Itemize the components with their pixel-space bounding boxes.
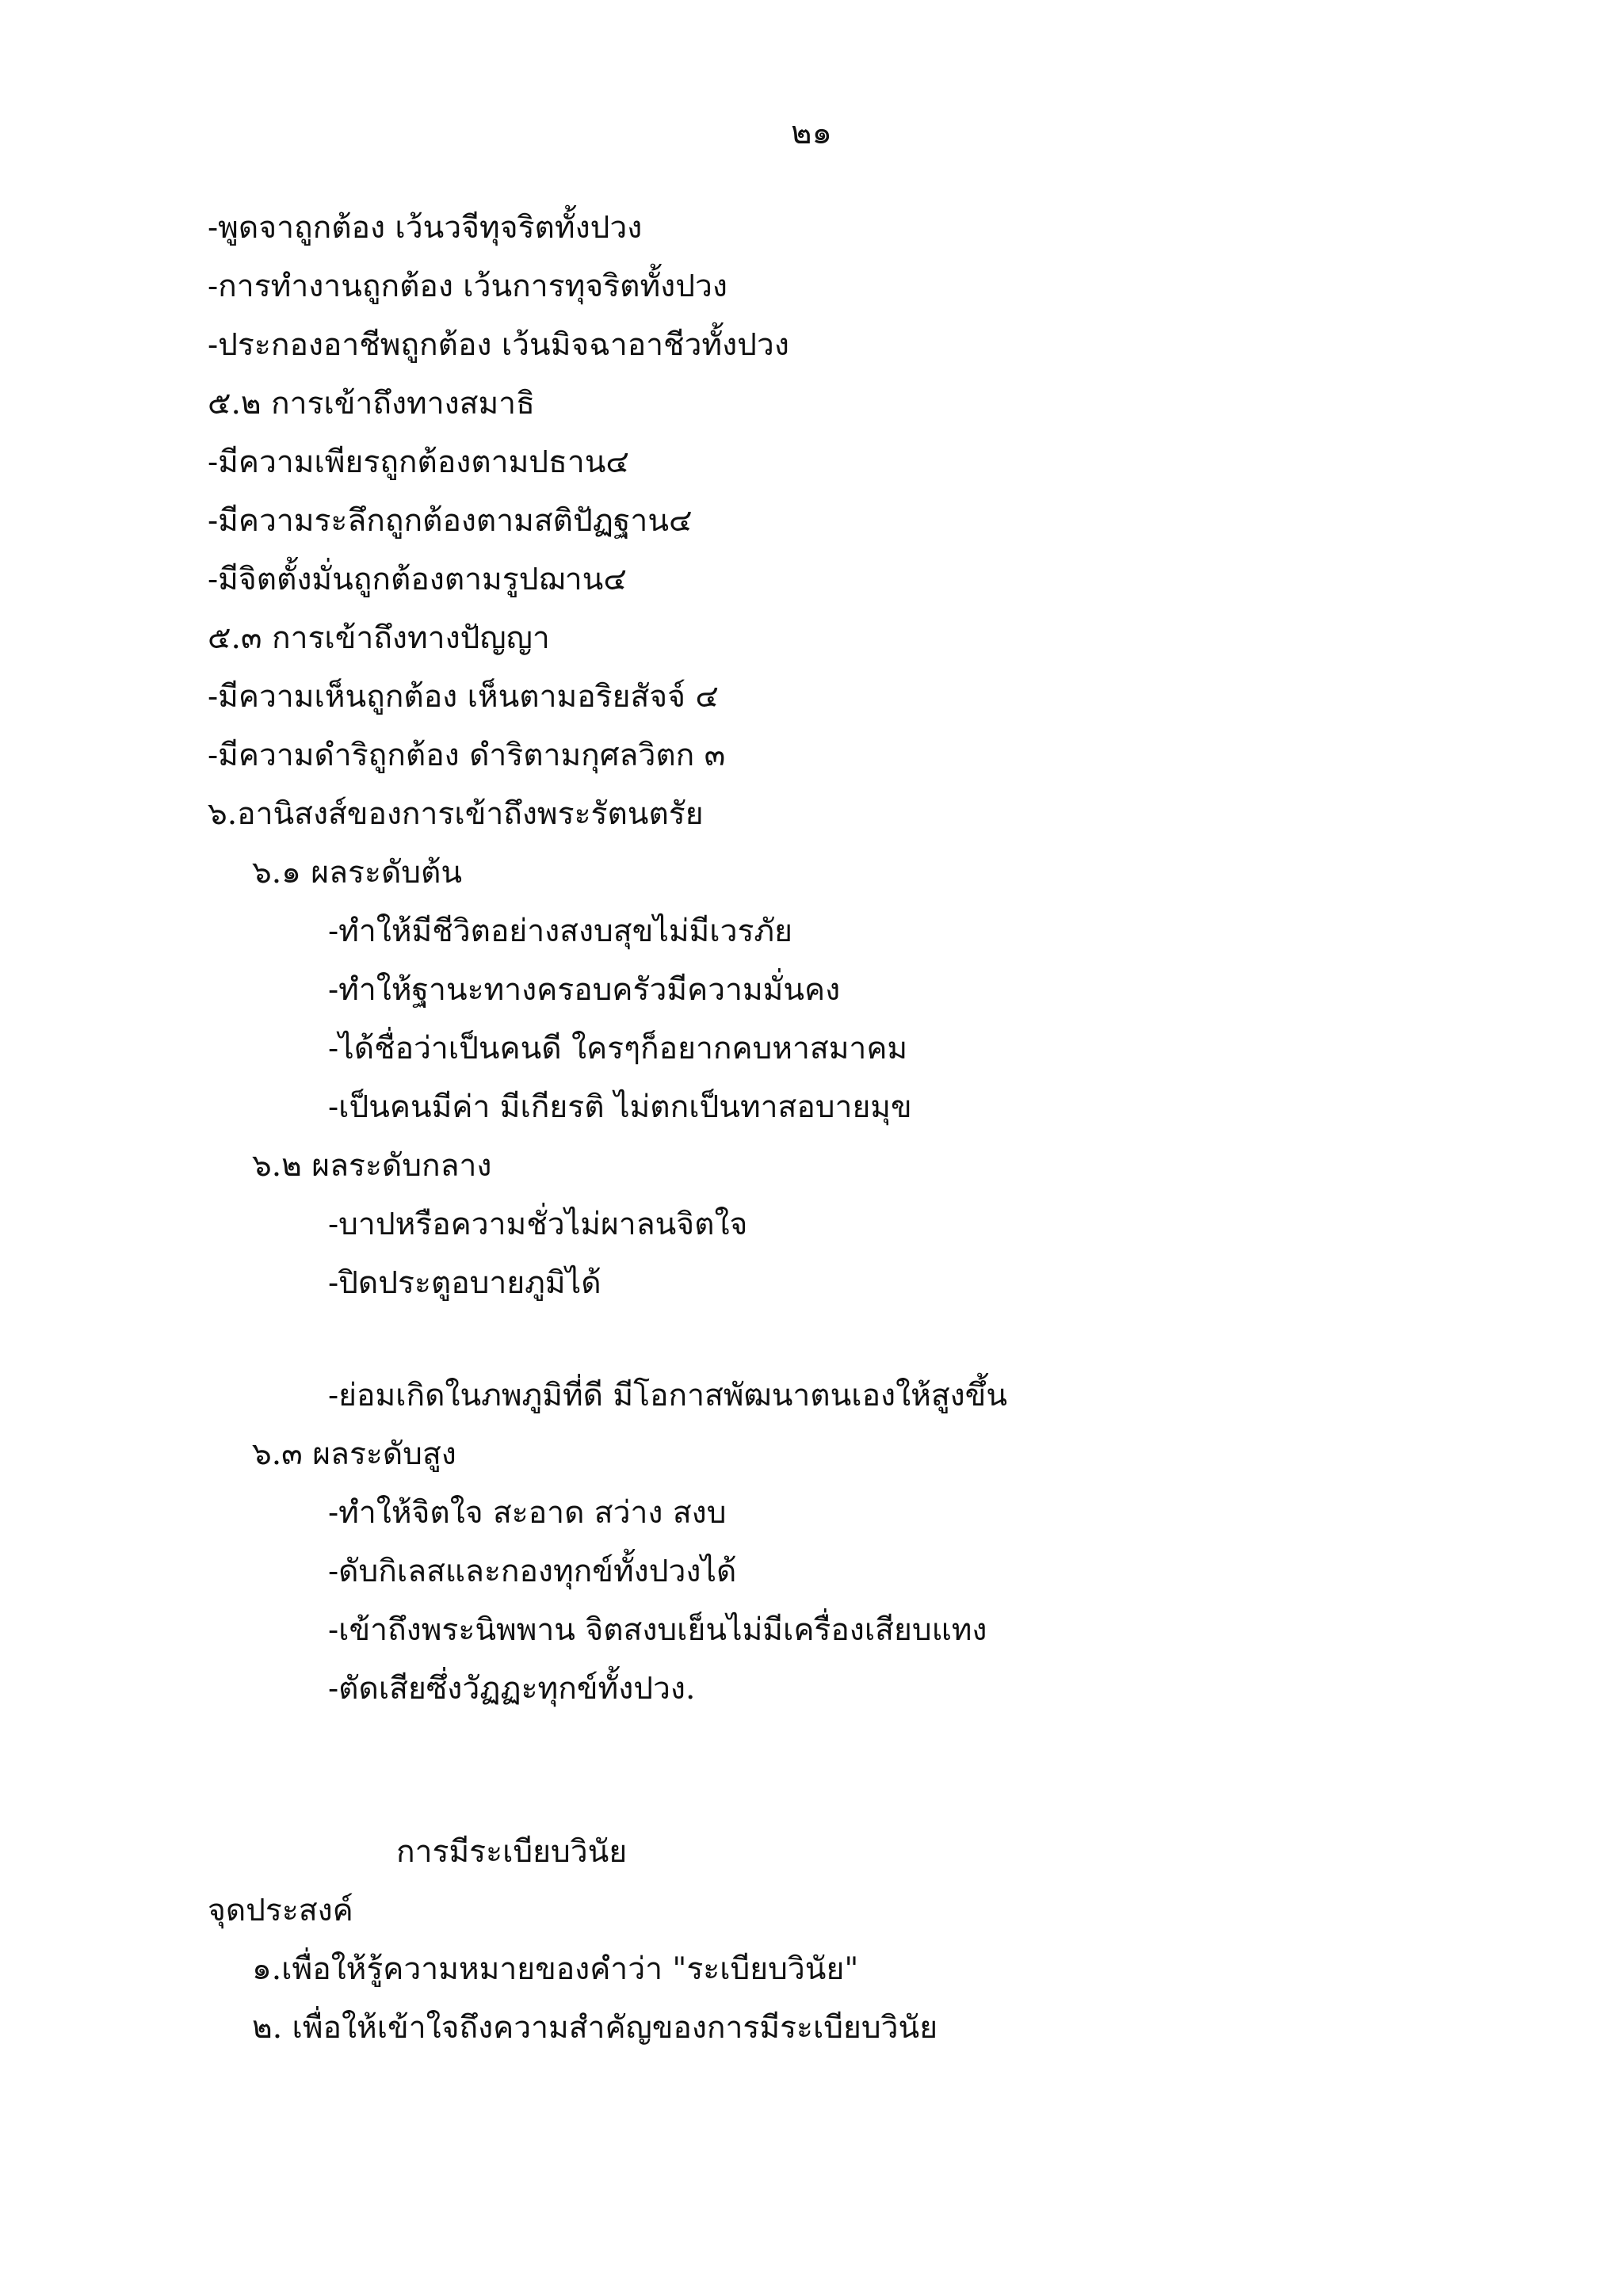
text-line: -การทำงานถูกต้อง เว้นการทุจริตทั้งปวง [208,269,727,304]
objectives-heading: จุดประสงค์ [208,1893,353,1928]
text-line: -ทำให้จิตใจ สะอาด สว่าง สงบ [328,1495,727,1531]
objective-item: ๒. เพื่อให้เข้าใจถึงความสำคัญของการมีระเบียบวินัย [252,2010,938,2046]
chapter-title: การมีระเบียบวินัย [396,1834,628,1870]
page-number: ๒๑ [791,115,832,151]
text-line: -ดับกิเลสและกองทุกข์ทั้งปวงได้ [328,1554,737,1589]
subsection-heading: ๖.๑ ผลระดับต้น [252,855,463,891]
section-heading: ๕.๓ การเข้าถึงทางปัญญา [208,620,550,656]
text-line: -มีความเห็นถูกต้อง เห็นตามอริยสัจจ์ ๔ [208,679,719,715]
text-line: -มีความระลึกถูกต้องตามสติปัฏฐาน๔ [208,503,693,539]
text-line: -ย่อมเกิดในภพภูมิที่ดี มีโอกาสพัฒนาตนเองให้สูงขึ้น [328,1378,1007,1413]
text-line: -มีความเพียรถูกต้องตามปธาน๔ [208,444,629,480]
subsection-heading: ๖.๒ ผลระดับกลาง [252,1148,492,1184]
text-line: -มีจิตตั้งมั่นถูกต้องตามรูปฌาน๔ [208,562,627,597]
text-line: -ทำให้มีชีวิตอย่างสงบสุขไม่มีเวรภัย [328,913,792,949]
text-line: -มีความดำริถูกต้อง ดำริตามกุศลวิตก ๓ [208,738,726,773]
section-heading: ๕.๒ การเข้าถึงทางสมาธิ [208,386,535,421]
text-line: -ปิดประตูอบายภูมิได้ [328,1265,601,1301]
text-line: -พูดจาถูกต้อง เว้นวจีทุจริตทั้งปวง [208,210,643,246]
objective-item: ๑.เพื่อให้รู้ความหมายของคำว่า "ระเบียบวินัย" [252,1951,859,1987]
subsection-heading: ๖.๓ ผลระดับสูง [252,1436,456,1472]
text-line: -เป็นคนมีค่า มีเกียรติ ไม่ตกเป็นทาสอบายมุข [328,1089,912,1125]
text-line: -ทำให้ฐานะทางครอบครัวมีความมั่นคง [328,972,841,1008]
text-line: -ตัดเสียซึ่งวัฏฏะทุกข์ทั้งปวง. [328,1671,696,1707]
text-line: -ประกองอาชีพถูกต้อง เว้นมิจฉาอาชีวทั้งปวง [208,327,789,363]
text-line: -บาปหรือความชั่วไม่ผาลนจิตใจ [328,1207,748,1242]
text-line: -ได้ชื่อว่าเป็นคนดี ใครๆก็อยากคบหาสมาคม [328,1031,908,1066]
section-heading: ๖.อานิสงส์ของการเข้าถึงพระรัตนตรัย [208,796,704,832]
text-line: -เข้าถึงพระนิพพาน จิตสงบเย็นไม่มีเครื่องเสียบแทง [328,1612,987,1648]
